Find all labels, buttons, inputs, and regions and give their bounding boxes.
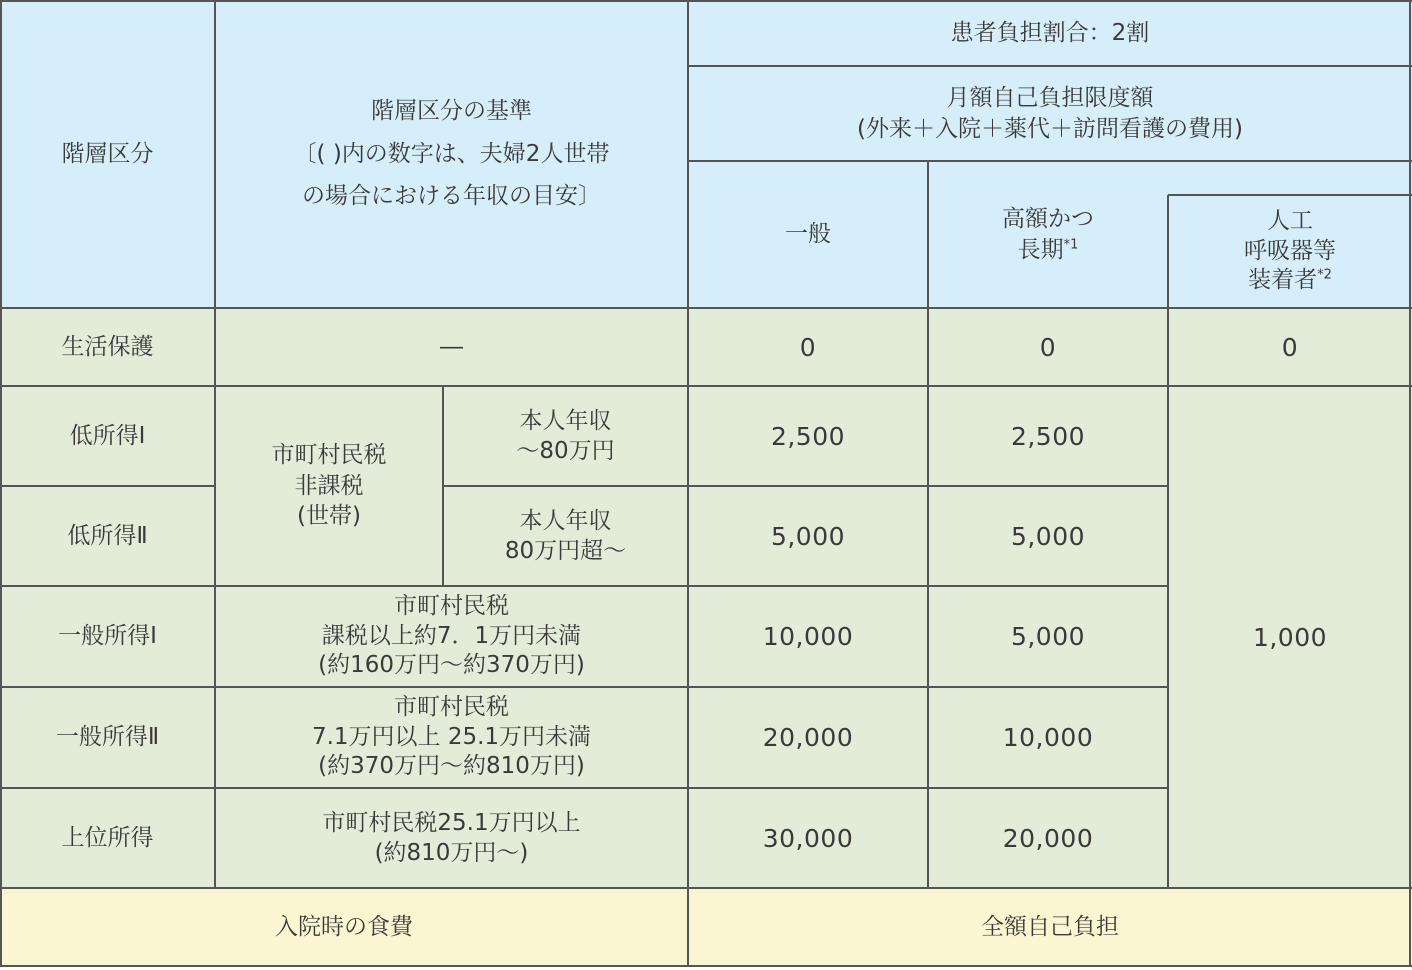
border-h-low1-right [443, 485, 1168, 487]
row-low1-general [688, 386, 928, 486]
row-gen1-criteria-line2: 課税以上約7．1万円未満 [321, 622, 582, 649]
row-gen1-criteria-line3: (約160万円～約370万円) [318, 652, 585, 679]
row-welfare-criteria [215, 308, 688, 386]
row-gen1-general [688, 586, 928, 687]
row-gen2-general [688, 687, 928, 788]
header-col-ventilator-line1: 人工 [1267, 207, 1313, 234]
row-low1-income-line1: 本人年収 [519, 407, 612, 434]
row-ventilator-shared [1168, 386, 1412, 888]
row-gen2-general-text: 20,000 [762, 723, 854, 752]
header-monthly-limit-line2: (外来＋入院＋薬代＋訪問看護の費用) [857, 115, 1243, 142]
border-h-upper [0, 887, 1412, 889]
header-criteria [215, 0, 688, 308]
border-right [1409, 0, 1411, 967]
border-v-label [214, 0, 216, 888]
row-gen2-label [0, 687, 215, 788]
header-criteria-line2: 〔( )内の数字は、夫婦2人世帯 [293, 140, 610, 167]
header-col-ventilator-line2: 呼吸器等 [1244, 237, 1336, 264]
footer-meal-label [0, 888, 688, 966]
row-gen2-criteria-line1: 市町村民税 [393, 694, 509, 721]
footer-meal-value [688, 888, 1412, 966]
header-tier-category [0, 0, 215, 308]
row-nontax-line3: (世帯) [297, 503, 361, 530]
row-gen2-criteria-line2: 7.1万円以上 25.1万円未満 [311, 723, 592, 750]
row-gen2-criteria-line3: (約370万円～約810万円) [318, 753, 585, 780]
row-gen1-label [0, 586, 215, 687]
row-low2-label-text: 低所得Ⅱ [67, 522, 148, 549]
row-low2-longterm-text: 5,000 [1010, 521, 1086, 551]
header-col-ventilator-gap [1168, 161, 1412, 195]
header-criteria-line3: の場合における年収の目安〕 [301, 183, 601, 210]
row-gen1-longterm [928, 586, 1168, 687]
row-upper-longterm [928, 788, 1168, 888]
row-welfare-ventilator [1168, 308, 1412, 386]
row-low1-longterm [928, 386, 1168, 486]
row-upper-criteria [215, 788, 688, 888]
header-col-general-text: 一般 [785, 221, 831, 248]
border-h-gen1 [0, 686, 1168, 688]
border-v-criteria [687, 0, 689, 967]
border-h-low1-left [0, 485, 215, 487]
row-upper-longterm-text: 20,000 [1002, 823, 1094, 853]
row-low2-income-line2: 80万円超～ [504, 538, 627, 564]
row-gen1-criteria-line1: 市町村民税 [394, 593, 509, 620]
row-low2-income-line1: 本人年収 [519, 507, 612, 534]
border-h-header-bottom [0, 307, 1412, 309]
row-upper-general [688, 788, 928, 888]
header-copay-ratio-text: 患者負担割合：2割 [950, 19, 1150, 46]
row-low1-income-line2: ～80万円 [516, 438, 615, 464]
row-upper-label-text: 上位所得 [61, 824, 154, 851]
row-upper-general-text: 30,000 [762, 823, 854, 853]
border-v-nontax [442, 386, 444, 586]
row-upper-criteria-line1: 市町村民税25.1万円以上 [322, 809, 581, 836]
row-upper-criteria-line2: (約810万円～) [374, 840, 529, 866]
row-low2-longterm [928, 486, 1168, 586]
header-col-longterm-line1: 高額かつ [1002, 206, 1094, 233]
header-tier-category-text: 階層区分 [61, 140, 154, 167]
border-h-gen2 [0, 787, 1168, 789]
row-gen1-general-text: 10,000 [762, 622, 854, 651]
border-h-low2 [0, 585, 1168, 587]
row-nontax-line1: 市町村民税 [271, 442, 387, 469]
border-top [0, 0, 1412, 2]
row-low2-general [688, 486, 928, 586]
row-low1-longterm-text: 2,500 [1010, 421, 1086, 451]
footnote-mark-2: *2 [1317, 267, 1332, 283]
row-welfare-label-text: 生活保護 [61, 333, 154, 360]
header-col-general [688, 161, 928, 308]
header-col-longterm [928, 161, 1168, 308]
header-criteria-line1: 階層区分の基準 [370, 98, 532, 125]
footer-meal-value-text: 全額自己負担 [981, 913, 1119, 940]
header-monthly-limit [688, 66, 1412, 161]
border-left [0, 0, 2, 967]
row-low2-general-text: 5,000 [770, 521, 846, 551]
header-col-ventilator [1168, 195, 1412, 308]
row-gen1-label-text: 一般所得Ⅰ [58, 623, 157, 650]
row-low1-general-text: 2,500 [770, 421, 846, 451]
row-upper-label [0, 788, 215, 888]
row-welfare-general [688, 308, 928, 386]
footnote-mark-1: *1 [1063, 236, 1079, 252]
row-low2-label [0, 486, 215, 586]
header-col-ventilator-line3: 装着者 [1248, 267, 1318, 294]
border-h-limit [688, 160, 1412, 162]
border-bottom [0, 965, 1412, 967]
row-low1-label-text: 低所得Ⅰ [69, 422, 146, 449]
header-col-longterm-line2: 長期 [1017, 236, 1064, 263]
header-monthly-limit-line1: 月額自己負担限度額 [946, 85, 1154, 112]
row-gen2-longterm [928, 687, 1168, 788]
row-welfare-longterm-text: 0 [1039, 332, 1057, 362]
border-h-copay [688, 65, 1412, 67]
row-gen2-criteria [215, 687, 688, 788]
row-gen1-longterm-text: 5,000 [1010, 622, 1086, 651]
row-welfare-general-text: 0 [799, 332, 817, 362]
row-gen2-longterm-text: 10,000 [1002, 723, 1094, 752]
footer-meal-label-text: 入院時の食費 [275, 913, 413, 940]
row-welfare-criteria-text: ― [440, 333, 463, 360]
row-nontax-criteria [215, 386, 443, 586]
header-copay-ratio [688, 0, 1412, 66]
row-ventilator-shared-text: 1,000 [1252, 622, 1328, 652]
row-welfare-longterm [928, 308, 1168, 386]
row-nontax-line2: 非課税 [294, 472, 364, 499]
border-h-welfare [0, 385, 1412, 387]
row-low2-income [443, 486, 688, 586]
row-low1-label [0, 386, 215, 486]
row-welfare-label [0, 308, 215, 386]
row-low1-income [443, 386, 688, 486]
border-v-general [927, 161, 929, 888]
row-welfare-ventilator-text: 0 [1281, 332, 1299, 362]
row-gen2-label-text: 一般所得Ⅱ [55, 724, 160, 751]
border-h-ventilator-head [1168, 194, 1412, 196]
border-v-longterm [1167, 195, 1169, 888]
row-gen1-criteria [215, 586, 688, 687]
